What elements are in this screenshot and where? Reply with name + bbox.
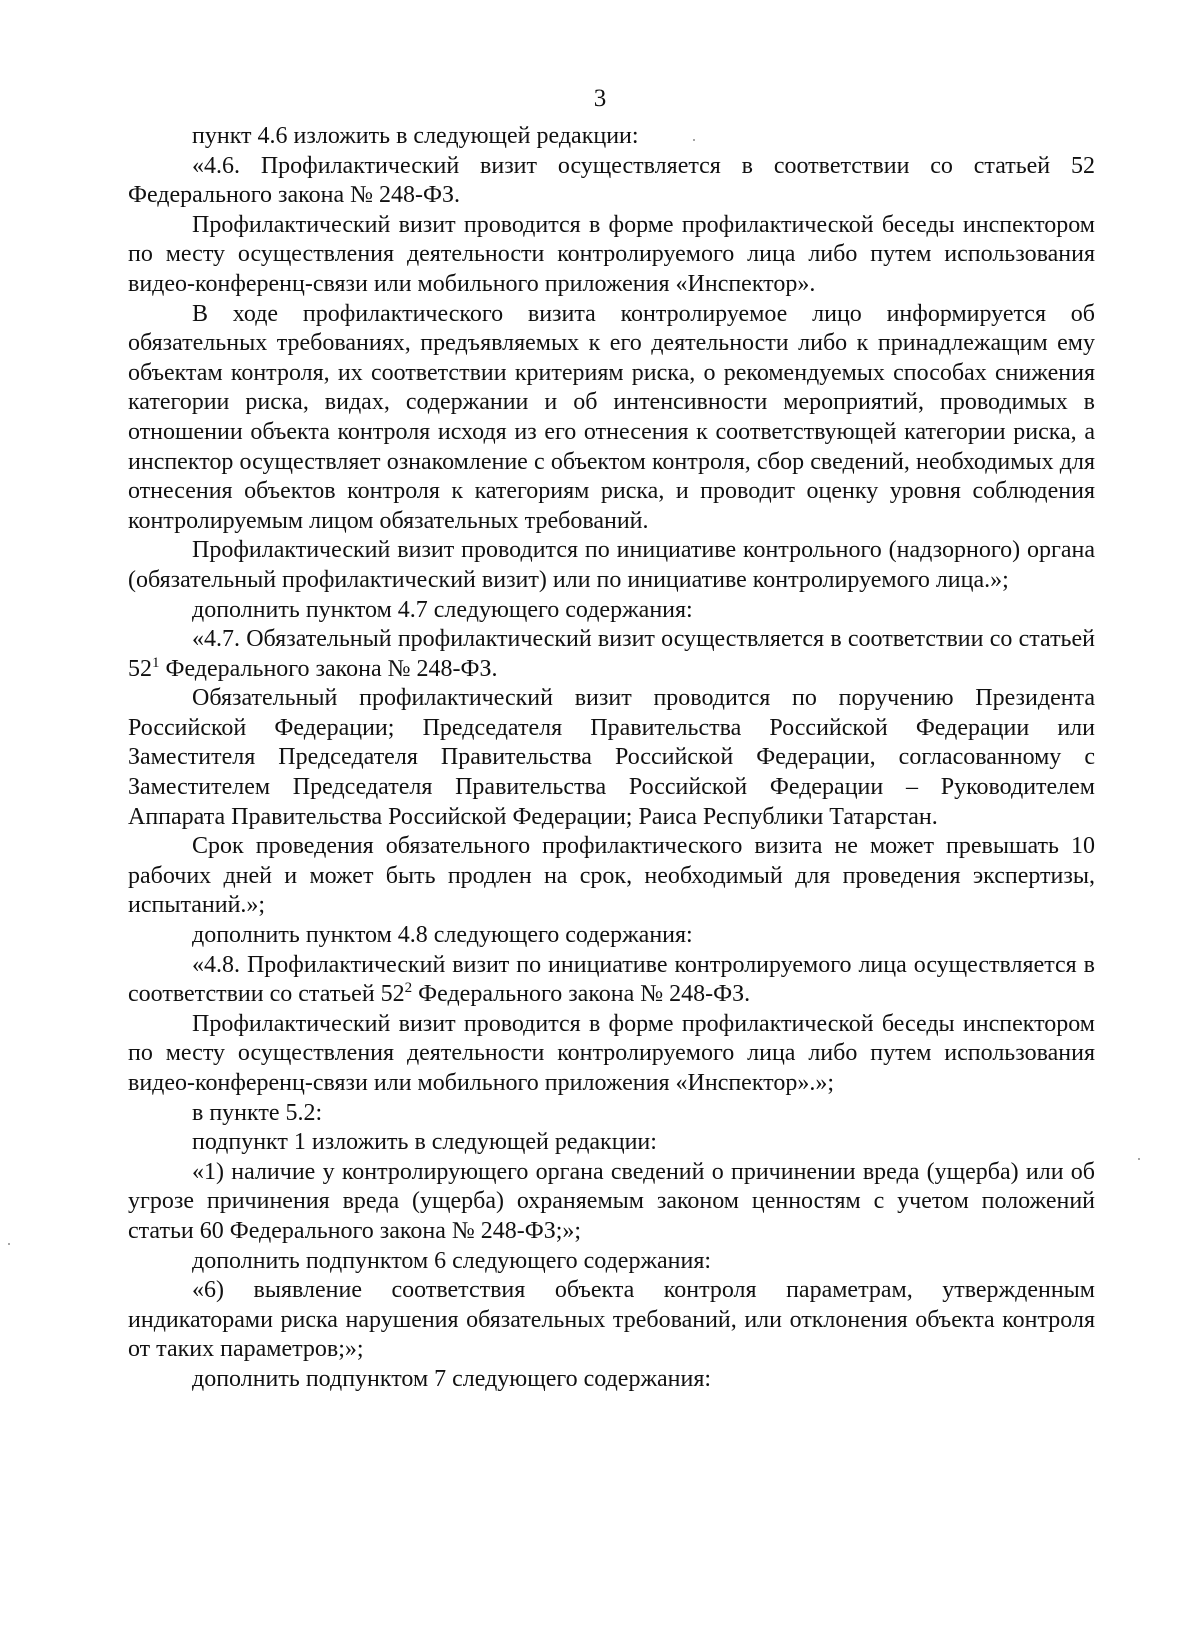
paragraph-text: Федерального закона № 248-ФЗ.	[159, 655, 498, 682]
paragraph-text: «4.7. Обязательный профилактический визит осуществляется в соответствии со статьей 52	[128, 626, 1095, 682]
paragraph: В ходе профилактического визита контролируемое лицо информируется об обязательных требованиях, предъявляемых к его деятельности либо к принадлежащим ему объектам контроля, их соответствии критериям риска, о рекомендуемых способах снижения категории риска, видах, содержании и об интенсивности мероприятий, проводимых в отношении объекта контроля исходя из его отнесения к соответствующей категории риска, а инспектор осуществляет ознакомление с объектом контроля, сбор сведений, необходимых для отнесения объектов контроля к категориям риска, и проводит оценку уровня соблюдения контролируемым лицом обязательных требований.	[128, 300, 1095, 534]
paragraph: Профилактический визит проводится по инициативе контрольного (надзорного) органа (обязательный профилактический визит) или по инициативе контролируемого лица.»;	[128, 537, 1095, 593]
paragraph: дополнить пунктом 4.8 следующего содержания:	[192, 922, 693, 949]
scan-speck	[1138, 1158, 1140, 1160]
paragraph-text: Федерального закона № 248-ФЗ.	[412, 981, 751, 1008]
article-superscript: 2	[404, 980, 413, 997]
paragraph: Обязательный профилактический визит проводится по поручению Президента Российской Федерации; Председателя Правительства Российской Федерации или Заместителя Председателя Правительства Российской Федерации, согласованному с Заместителем Председателя Правительства Российской Федерации – Руководителем Аппарата Правительства Российской Федерации; Раиса Республики Татарстан.	[128, 685, 1095, 830]
paragraph: «4.6. Профилактический визит осуществляется в соответствии со статьей 52 Федерального закона № 248-ФЗ.	[128, 152, 1095, 209]
scan-speck	[693, 139, 695, 141]
paragraph: «1) наличие у контролирующего органа сведений о причинении вреда (ущерба) или об угрозе причинения вреда (ущерба) охраняемым законом ценностям с учетом положений статьи 60 Федерального закона № 248-ФЗ;»;	[128, 1158, 1095, 1244]
paragraph: в пункте 5.2:	[192, 1099, 323, 1126]
scan-speck	[8, 1243, 10, 1245]
paragraph: «6) выявление соответствия объекта контроля параметрам, утвержденным индикаторами риска нарушения обязательных требований, или отклонения объекта контроля от таких параметров;»;	[128, 1277, 1095, 1363]
paragraph: Срок проведения обязательного профилактического визита не может превышать 10 рабочих дней и может быть продлен на срок, необходимый для проведения экспертизы, испытаний.»;	[128, 833, 1095, 919]
paragraph: дополнить подпунктом 7 следующего содержания:	[192, 1365, 712, 1392]
page-number: 3	[593, 85, 607, 112]
paragraph	[128, 951, 1095, 1010]
paragraph: Профилактический визит проводится в форме профилактической беседы инспектором по месту осуществления деятельности контролируемого лица либо путем использования видео-конференц-связи или мобильного приложения «Инспектор».	[128, 211, 1095, 297]
paragraph: дополнить пунктом 4.7 следующего содержания:	[192, 596, 693, 623]
paragraph: Профилактический визит проводится в форме профилактической беседы инспектором по месту осуществления деятельности контролируемого лица либо путем использования видео-конференц-связи или мобильного приложения «Инспектор».»;	[128, 1010, 1095, 1096]
paragraph: дополнить подпунктом 6 следующего содержания:	[192, 1247, 712, 1274]
paragraph	[128, 625, 1095, 684]
paragraph: подпункт 1 изложить в следующей редакции:	[192, 1129, 657, 1156]
article-superscript: 1	[152, 654, 160, 671]
paragraph: пункт 4.6 изложить в следующей редакции:	[192, 123, 639, 149]
document-body	[128, 122, 1095, 1395]
paragraph-text: «4.8. Профилактический визит по инициативе контролируемого лица осуществляется в соответствии со статьей 52	[128, 951, 1095, 1008]
